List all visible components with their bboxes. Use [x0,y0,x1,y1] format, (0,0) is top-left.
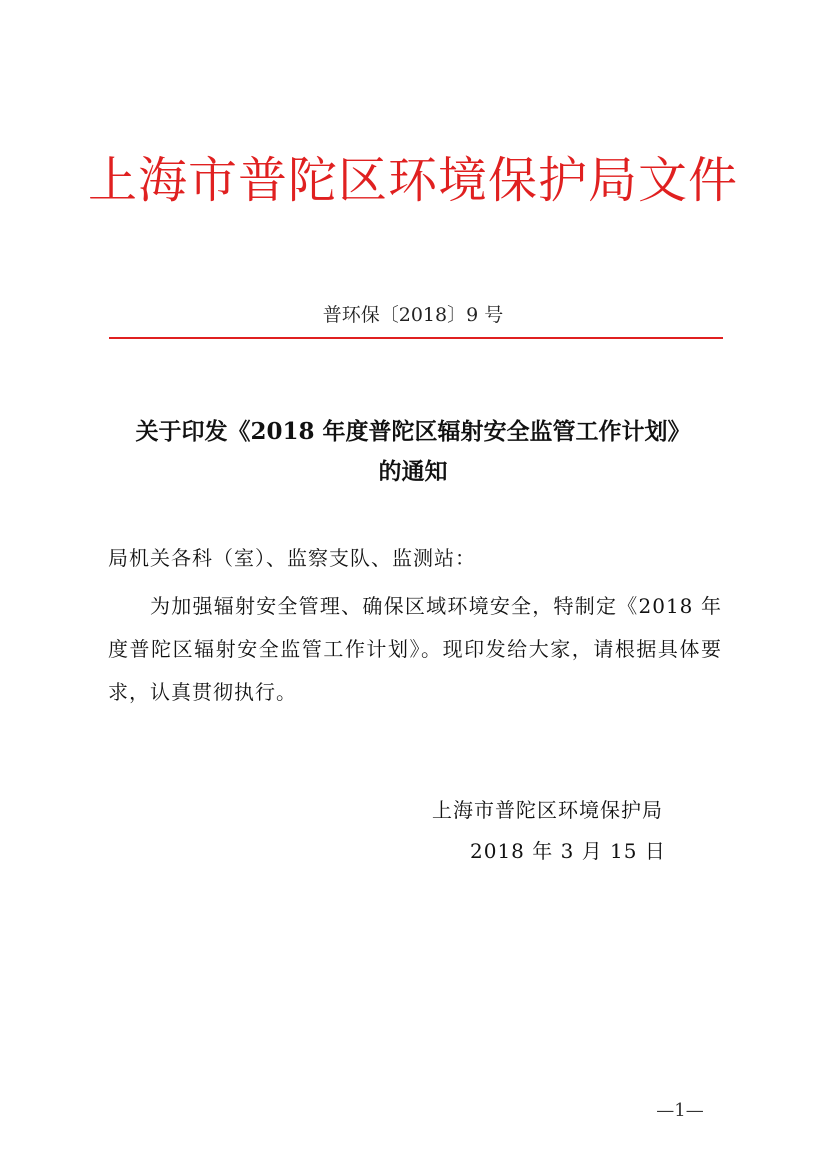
body-paragraph: 为加强辐射安全管理、确保区域环境安全，特制定《2018 年度普陀区辐射安全监管工作计划》。现印发给大家，请根据具体要求，认真贯彻执行。 [108,594,722,704]
issuing-authority: 上海市普陀区环境保护局 [432,798,663,822]
document-number: 普环保〔2018〕9 号 [322,304,504,326]
red-divider-line [109,337,723,339]
salutation: 局机关各科（室）、监察支队、监测站： [108,546,476,570]
document-header-title: 上海市普陀区环境保护局文件 [87,152,738,209]
notice-title [90,412,736,492]
notice-title-line-1: 关于印发《2018 年度普陀区辐射安全监管工作计划》 [135,418,691,445]
notice-title-line-2: 的通知 [378,458,448,485]
page-number: —1— [656,1100,704,1121]
issue-date: 2018 年 3 月 15 日 [470,839,666,863]
